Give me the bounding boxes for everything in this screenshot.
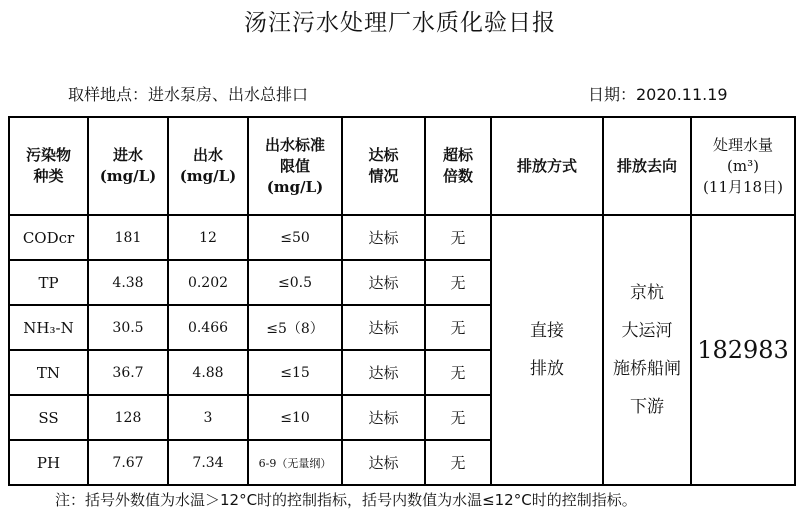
pollutant-name: SS bbox=[9, 395, 88, 440]
header-discharge-mode: 排放方式 bbox=[491, 117, 603, 215]
inflow-value: 4.38 bbox=[88, 260, 168, 305]
outflow-value: 0.466 bbox=[168, 305, 248, 350]
table-row bbox=[9, 215, 795, 260]
discharge-mode-cell: 直接 排放 bbox=[491, 215, 603, 485]
header-discharge-dest: 排放去向 bbox=[603, 117, 691, 215]
outflow-value: 4.88 bbox=[168, 350, 248, 395]
limit-value: 6-9（无量纲） bbox=[248, 440, 342, 485]
compliance-status: 达标 bbox=[342, 440, 425, 485]
table-header-row bbox=[9, 117, 795, 215]
footnote: 注：括号外数值为水温＞12°C时的控制指标，括号内数值为水温≤12°C时的控制指标。 bbox=[55, 491, 637, 509]
inflow-value: 36.7 bbox=[88, 350, 168, 395]
sampling-location: 取样地点：进水泵房、出水总排口 bbox=[68, 85, 309, 104]
outflow-value: 7.34 bbox=[168, 440, 248, 485]
exceed-multiple: 无 bbox=[425, 395, 491, 440]
compliance-status: 达标 bbox=[342, 305, 425, 350]
outflow-value: 12 bbox=[168, 215, 248, 260]
header-exceed: 超标 倍数 bbox=[425, 117, 491, 215]
pollutant-name: NH₃-N bbox=[9, 305, 88, 350]
report-date: 日期：2020.11.19 bbox=[588, 85, 728, 104]
compliance-status: 达标 bbox=[342, 260, 425, 305]
inflow-value: 181 bbox=[88, 215, 168, 260]
compliance-status: 达标 bbox=[342, 395, 425, 440]
outflow-value: 3 bbox=[168, 395, 248, 440]
exceed-multiple: 无 bbox=[425, 305, 491, 350]
header-pollutant: 污染物 种类 bbox=[9, 117, 88, 215]
header-outflow: 出水 (mg/L) bbox=[168, 117, 248, 215]
outflow-value: 0.202 bbox=[168, 260, 248, 305]
header-inflow: 进水 (mg/L) bbox=[88, 117, 168, 215]
treated-volume: 182983 bbox=[691, 215, 795, 485]
inflow-value: 30.5 bbox=[88, 305, 168, 350]
water-quality-table bbox=[8, 116, 796, 486]
compliance-status: 达标 bbox=[342, 215, 425, 260]
pollutant-name: PH bbox=[9, 440, 88, 485]
discharge-dest-cell: 京杭 大运河 施桥船闸 下游 bbox=[603, 215, 691, 485]
exceed-multiple: 无 bbox=[425, 215, 491, 260]
exceed-multiple: 无 bbox=[425, 350, 491, 395]
header-limit: 出水标准 限值 (mg/L) bbox=[248, 117, 342, 215]
compliance-status: 达标 bbox=[342, 350, 425, 395]
header-volume: 处理水量 (m³) (11月18日) bbox=[691, 117, 795, 215]
limit-value: ≤15 bbox=[248, 350, 342, 395]
limit-value: ≤50 bbox=[248, 215, 342, 260]
pollutant-name: CODcr bbox=[9, 215, 88, 260]
pollutant-name: TN bbox=[9, 350, 88, 395]
exceed-multiple: 无 bbox=[425, 260, 491, 305]
report-title: 汤汪污水处理厂水质化验日报 bbox=[244, 10, 556, 36]
limit-value: ≤5（8） bbox=[248, 305, 342, 350]
header-compliance: 达标 情况 bbox=[342, 117, 425, 215]
exceed-multiple: 无 bbox=[425, 440, 491, 485]
pollutant-name: TP bbox=[9, 260, 88, 305]
inflow-value: 7.67 bbox=[88, 440, 168, 485]
limit-value: ≤10 bbox=[248, 395, 342, 440]
limit-value: ≤0.5 bbox=[248, 260, 342, 305]
inflow-value: 128 bbox=[88, 395, 168, 440]
